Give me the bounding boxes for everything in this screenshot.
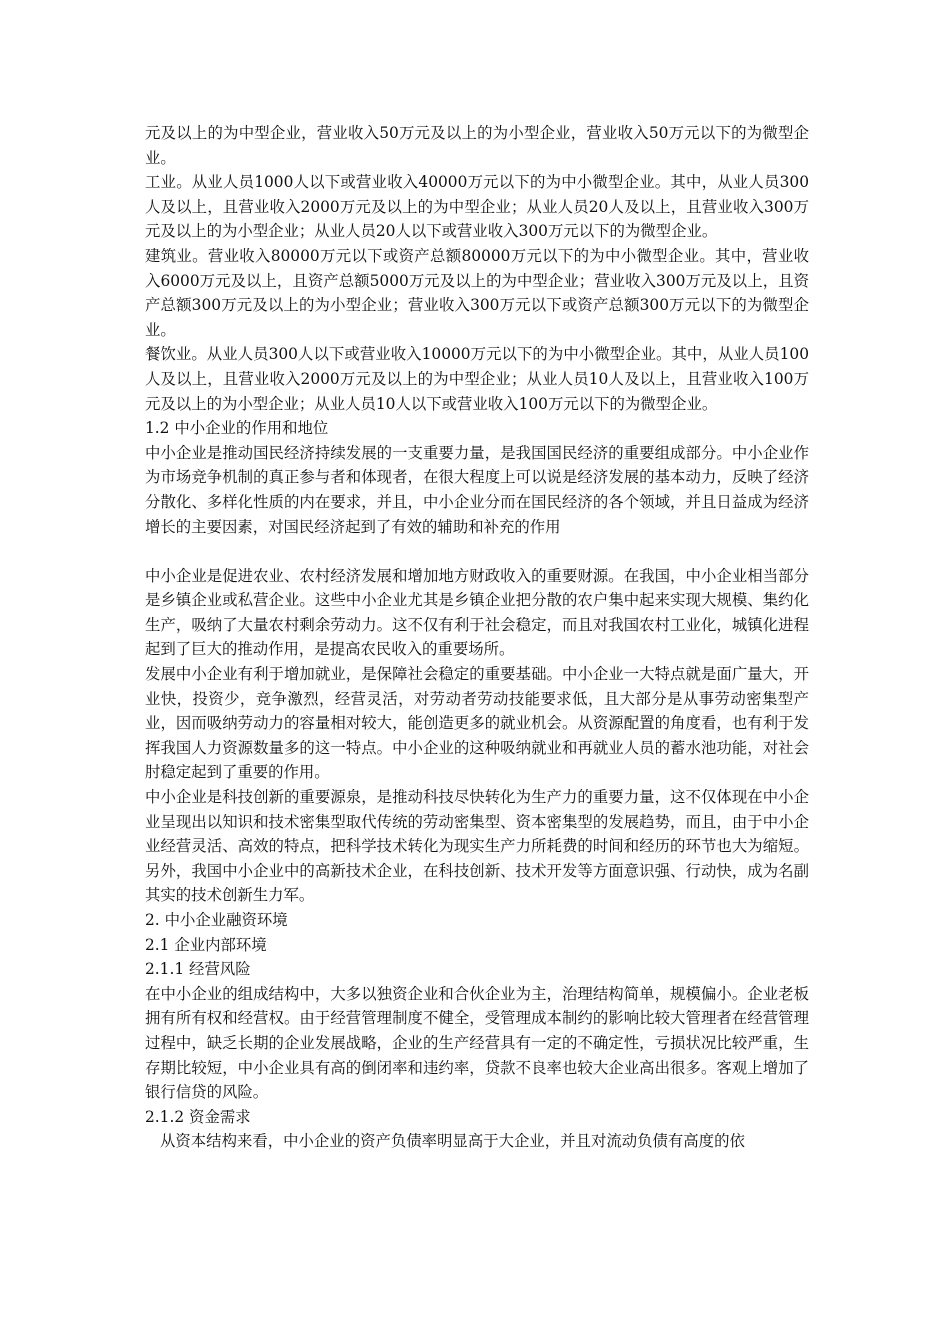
section-heading-1-2: 1.2 中小企业的作用和地位 (145, 419, 329, 438)
blank-line (145, 539, 809, 564)
section-heading-2-1: 2.1 企业内部环境 (145, 935, 267, 954)
section-heading-2-1-2: 2.1.2 资金需求 (145, 1107, 251, 1126)
paragraph-industry: 工业。从业人员1000人以下或营业收入40000万元以下的为中小微型企业。其中，从业人员300人及以上，且营业收入2000万元及以上的为中型企业；从业人员20人及以上，且营业收入300万元及以上的为小型企业；从业人员20人以下或营业收入300万元以下的为微型企业。 (145, 173, 809, 241)
paragraph-rural-economy: 中小企业是促进农业、农村经济发展和增加地方财政收入的重要财源。在我国，中小企业相当部分是乡镇企业或私营企业。这些中小企业尤其是乡镇企业把分散的农户集中起来实现大规模、集约化生产，吸纳了大量农村剩余劳动力。这不仅有利于社会稳定，而且对我国农村工业化，城镇化进程起到了巨大的推动作用，是提高农民收入的重要场所。 (145, 566, 809, 659)
paragraph-enterprise-scale: 元及以上的为中型企业，营业收入50万元及以上的为小型企业，营业收入50万元以下的为微型企业。 (145, 124, 809, 167)
document-body (145, 121, 809, 1154)
paragraph-capital-demand: 从资本结构来看，中小企业的资产负债率明显高于大企业，并且对流动负债有高度的依 (160, 1132, 745, 1151)
paragraph-innovation: 中小企业是科技创新的重要源泉，是推动科技尽快转化为生产力的重要力量，这不仅体现在中小企业呈现出以知识和技术密集型取代传统的劳动密集型、资本密集型的发展趋势，而且，由于中小企业经营灵活、高效的特点，把科学技术转化为现实生产力所耗费的时间和经历的环节也大为缩短。另外，我国中小企业中的高新技术企业，在科技创新、技术开发等方面意识强、行动快，成为名副其实的技术创新生力军。 (145, 788, 809, 905)
paragraph-operating-risk: 在中小企业的组成结构中，大多以独资企业和合伙企业为主，治理结构简单，规模偏小。企业老板拥有所有权和经营权。由于经营管理制度不健全，受管理成本制约的影响比较大管理者在经营管理过程中，缺乏长期的企业发展战略，企业的生产经营具有一定的不确定性，亏损状况比较严重，生存期比较短，中小企业具有高的倒闭率和违约率，贷款不良率也较大企业高出很多。客观上增加了银行信贷的风险。 (145, 984, 809, 1102)
paragraph-employment: 发展中小企业有利于增加就业，是保障社会稳定的重要基础。中小企业一大特点就是面广量大，开业快，投资少，竞争激烈，经营灵活，对劳动者劳动技能要求低，且大部分是从事劳动密集型产业，因而吸纳劳动力的容量相对较大，能创造更多的就业机会。从资源配置的角度看，也有利于发挥我国人力资源数量多的这一特点。中小企业的这种吸纳就业和再就业人员的蓄水池功能，对社会肘稳定起到了重要的作用。 (145, 665, 809, 782)
paragraph-role-overview: 中小企业是推动国民经济持续发展的一支重要力量，是我国国民经济的重要组成部分。中小企业作为市场竞争机制的真正参与者和体现者，在很大程度上可以说是经济发展的基本动力，反映了经济分散化、多样化性质的内在要求，并且，中小企业分而在国民经济的各个领域，并且日益成为经济增长的主要因素，对国民经济起到了有效的辅助和补充的作用 (145, 443, 809, 536)
paragraph-catering: 餐饮业。从业人员300人以下或营业收入10000万元以下的为中小微型企业。其中，从业人员100人及以上，且营业收入2000万元及以上的为中型企业；从业人员10人及以上，且营业收入100万元及以上的为小型企业；从业人员10人以下或营业收入100万元以下的为微型企业。 (145, 345, 809, 413)
paragraph-construction: 建筑业。营业收入80000万元以下或资产总额80000万元以下的为中小微型企业。其中，营业收入6000万元及以上，且资产总额5000万元及以上的为中型企业；营业收入300万元及以上，且资产总额300万元及以上的为小型企业；营业收入300万元以下或资产总额300万元以下的为微型企业。 (145, 246, 809, 339)
section-heading-2: 2. 中小企业融资环境 (145, 911, 288, 929)
section-heading-2-1-1: 2.1.1 经营风险 (145, 960, 251, 979)
